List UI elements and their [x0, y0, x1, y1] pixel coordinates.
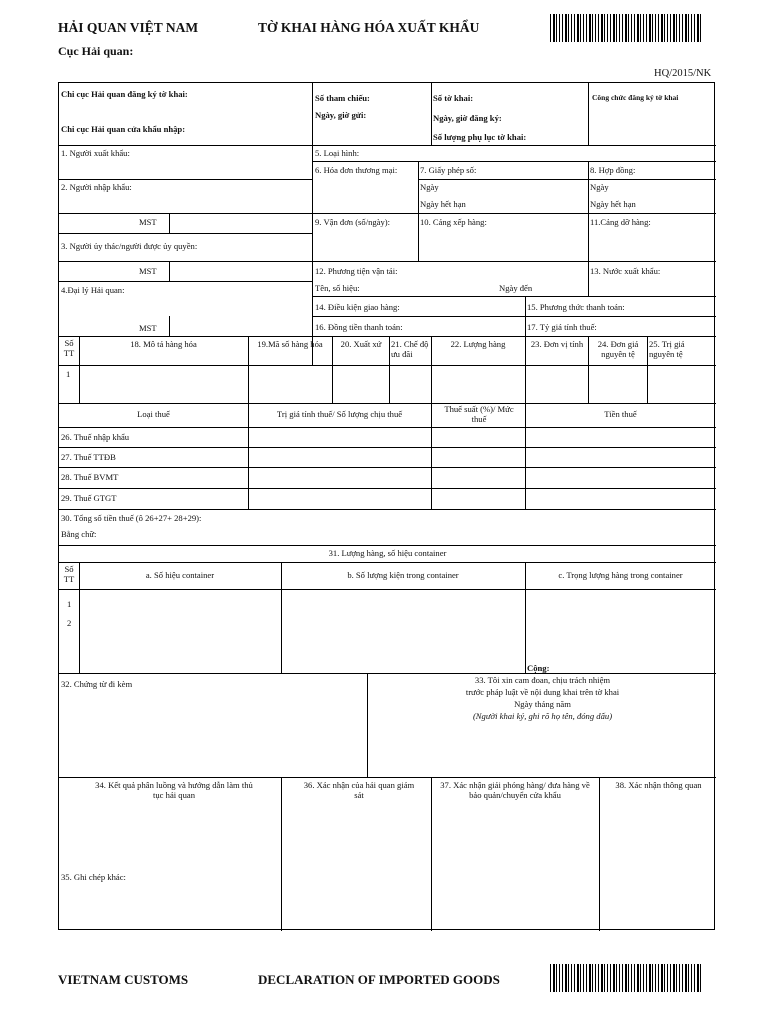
footer-org-name: VIETNAM CUSTOMS	[58, 972, 189, 987]
field-6-invoice: 6. Hóa đơn thương mại:	[315, 165, 398, 175]
goods-description-header: 18. Mô tả hàng hóa	[130, 339, 197, 349]
container-no-header: Số TT	[63, 564, 75, 584]
reference-number-label: Số tham chiếu:	[315, 93, 370, 103]
field-5-type: 5. Loại hình:	[315, 148, 360, 158]
tax-amount-header: Tiền thuế	[604, 409, 637, 419]
field-12-transport: 12. Phương tiện vận tải:	[315, 266, 398, 276]
field-13-export-country: 13. Nước xuất khẩu:	[590, 266, 661, 276]
field-37-release-confirm: 37. Xác nhận giải phóng hàng/ đưa hàng về bảo quản/chuyển cửa khẩu	[440, 780, 590, 800]
field-15-payment-method: 15. Phương thức thanh toán:	[527, 302, 625, 312]
tax-rate-header: Thuế suất (%)/ Mức thuế	[444, 404, 514, 424]
barcode-top	[550, 14, 702, 42]
container-row-2-number: 2	[67, 618, 72, 628]
tax-row-environment: 28. Thuế BVMT	[61, 472, 119, 482]
field-4-customs-agent: 4.Đại lý Hải quan:	[61, 285, 125, 295]
goods-hs-code-header: 19.Mã số hàng hóa	[257, 339, 323, 349]
form-title: TỜ KHAI HÀNG HÓA XUẤT KHẨU	[258, 20, 480, 35]
field-12-arrival-date: Ngày đến	[499, 283, 533, 293]
declaration-form	[58, 82, 715, 930]
container-weight-header: c. Trọng lượng hàng trong container	[558, 570, 683, 580]
field-32-attached-docs: 32. Chứng từ đi kèm	[61, 679, 133, 689]
org-name: HẢI QUAN VIỆT NAM	[58, 20, 199, 35]
tax-in-words-label: Bằng chữ:	[61, 529, 97, 539]
footer-form-title: DECLARATION OF IMPORTED GOODS	[258, 972, 500, 987]
container-section-title: 31. Lượng hàng, số hiệu container	[328, 548, 447, 558]
field-38-clearance-confirm: 38. Xác nhận thông quan	[615, 780, 702, 790]
field-1-exporter: 1. Người xuất khẩu:	[61, 148, 130, 158]
container-package-count-header: b. Số lượng kiện trong container	[347, 570, 459, 580]
field-33-date-line: Ngày tháng năm	[514, 699, 571, 709]
tax-row-import: 26. Thuế nhập khẩu	[61, 432, 130, 442]
field-12-vessel-name: Tên, số hiệu:	[315, 283, 360, 293]
goods-row-1-number: 1	[66, 369, 71, 379]
tax-type-header: Loại thuế	[137, 409, 170, 419]
tax-row-vat: 29. Thuế GTGT	[61, 493, 117, 503]
goods-value-header: 25. Trị giá nguyên tệ	[649, 339, 685, 359]
tax-total-label: 30. Tổng số tiền thuế (ô 26+27+ 28+29):	[61, 513, 202, 523]
declaration-number-label: Số tờ khai:	[433, 93, 474, 103]
goods-preference-header: 21. Chế độ ưu đãi	[391, 339, 429, 359]
tax-row-special-consumption: 27. Thuế TTĐB	[61, 452, 116, 462]
field-17-exchange-rate: 17. Tỷ giá tính thuế:	[527, 322, 597, 332]
container-total-label: Cộng:	[527, 663, 550, 673]
field-33-signature-note: (Người khai ký, ghi rõ họ tên, đóng dấu)	[472, 711, 613, 721]
field-11-discharge-port: 11.Cảng dỡ hàng:	[590, 217, 651, 227]
field-34-routing-result: 34. Kết quả phân luồng và hướng dẫn làm thủ tục hải quan	[95, 780, 253, 800]
field-7-license: 7. Giấy phép số:	[420, 165, 477, 175]
registration-officer-label: Công chức đăng ký tờ khai	[592, 93, 679, 102]
field-36-supervision-confirm: 36. Xác nhận của hải quan giám sát	[303, 780, 415, 800]
registering-office-label: Chi cục Hải quan đăng ký tờ khai:	[61, 89, 188, 99]
container-row-1-number: 1	[67, 599, 72, 609]
field-7-expiry: Ngày hết hạn	[420, 199, 466, 209]
field-14-delivery-terms: 14. Điều kiện giao hàng:	[315, 302, 400, 312]
goods-unit-price-header: 24. Đơn giá nguyên tệ	[597, 339, 639, 359]
field-33-commitment-line-2: trước pháp luật về nội dung khai trên tờ khai	[465, 687, 620, 697]
field-33-commitment-line-1: 33. Tôi xin cam đoan, chịu trách nhiệm	[474, 675, 611, 685]
mst-label-2: MST	[139, 217, 157, 227]
customs-dept-label: Cục Hải quan:	[58, 44, 134, 58]
goods-quantity-header: 22. Lượng hàng	[450, 339, 506, 349]
field-3-authorized: 3. Người ủy thác/người được ủy quyền:	[61, 241, 198, 251]
field-8-expiry: Ngày hết hạn	[590, 199, 636, 209]
form-code: HQ/2015/NK	[654, 68, 712, 79]
mst-label-4: MST	[139, 323, 157, 333]
field-9-bill-of-lading: 9. Vận đơn (số/ngày):	[315, 217, 391, 227]
tax-base-header: Trị giá tính thuế/ Số lượng chịu thuế	[276, 409, 403, 419]
field-8-date: Ngày	[590, 182, 609, 192]
goods-origin-header: 20. Xuất xứ	[340, 339, 382, 349]
field-2-importer: 2. Người nhập khẩu:	[61, 182, 132, 192]
goods-no-header: Số TT	[63, 338, 75, 358]
container-number-header: a. Số hiệu container	[145, 570, 215, 580]
goods-unit-header: 23. Đơn vị tính	[530, 339, 584, 349]
field-35-other-notes: 35. Ghi chép khác:	[61, 872, 126, 882]
registration-time-label: Ngày, giờ đăng ký:	[433, 113, 502, 123]
entry-office-label: Chi cục Hải quan cửa khẩu nhập:	[61, 124, 186, 134]
mst-label-3: MST	[139, 266, 157, 276]
sent-time-label: Ngày, giờ gửi:	[315, 110, 367, 120]
field-16-currency: 16. Đồng tiền thanh toán:	[315, 322, 403, 332]
field-7-date: Ngày	[420, 182, 439, 192]
appendix-count-label: Số lượng phụ lục tờ khai:	[433, 132, 527, 142]
field-10-loading-port: 10. Cảng xếp hàng:	[420, 217, 487, 227]
barcode-bottom	[550, 964, 702, 992]
field-8-contract: 8. Hợp đồng:	[590, 165, 636, 175]
